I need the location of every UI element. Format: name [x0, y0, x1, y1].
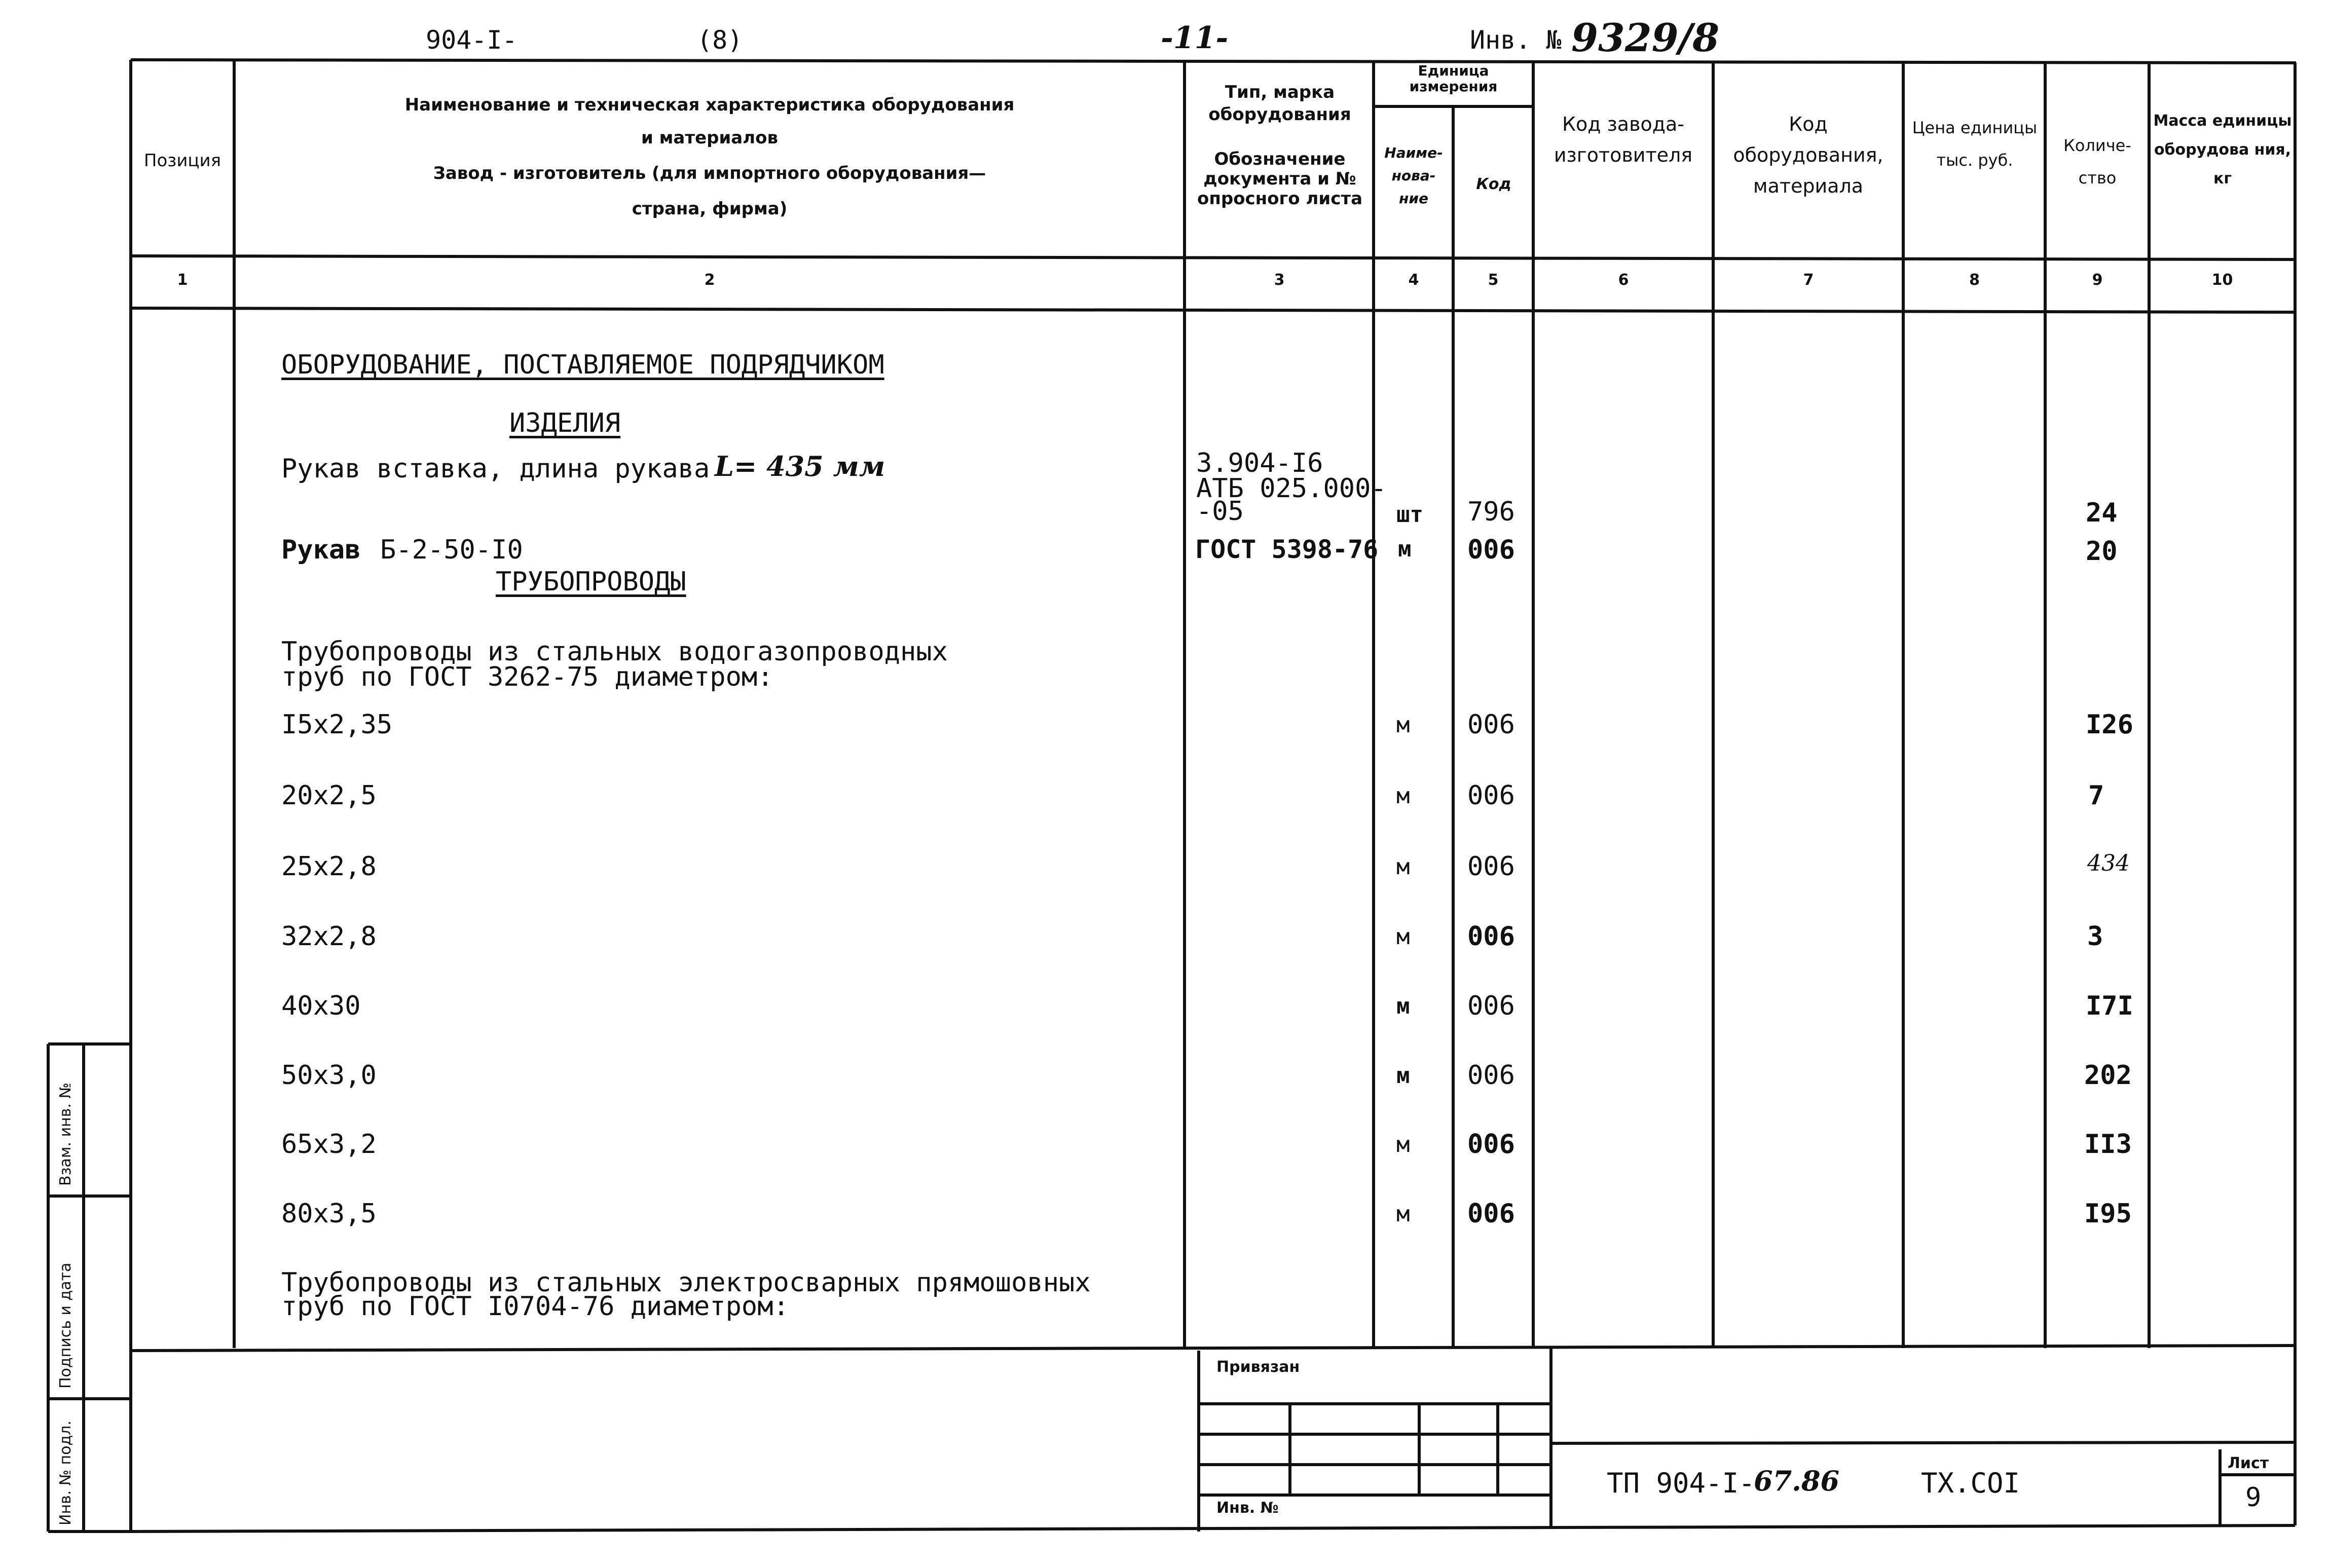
- header-quantity: Количе- ство: [2063, 136, 2131, 188]
- col-number-1: 1: [177, 271, 188, 289]
- pipe-qty: I7I: [2086, 991, 2133, 1021]
- row-sleeve-insert-unit: шт: [1396, 502, 1423, 528]
- section-title-main: ОБОРУДОВАНИЕ, ПОСТАВЛЯЕМОЕ ПОДРЯДЧИКОМ: [281, 350, 884, 380]
- row-sleeve-insert-doc2: АТБ 025.000-: [1196, 473, 1387, 504]
- electro-intro-line2: труб по ГОСТ I0704-76 диаметром:: [281, 1291, 789, 1322]
- water-gas-intro-line2: труб по ГОСТ 3262-75 диаметром:: [281, 662, 773, 692]
- pipe-code: 006: [1467, 921, 1515, 952]
- pipe-code: 006: [1467, 780, 1515, 811]
- section-title-pipelines: ТРУБОПРОВОДЫ: [496, 567, 686, 597]
- pipe-qty: I95: [2084, 1199, 2132, 1229]
- side-label-orig-inv: Инв. № подл.: [57, 1421, 75, 1525]
- inv-number: 9329/8: [1571, 15, 1720, 60]
- row-sleeve-b-code: 006: [1467, 535, 1515, 565]
- side-label-sign-date: Подпись и дата: [57, 1262, 75, 1389]
- pipe-unit: м: [1396, 993, 1410, 1019]
- pipe-size: 50x3,0: [281, 1060, 377, 1091]
- col-number-2: 2: [704, 271, 715, 289]
- pipe-size: 20x2,5: [281, 780, 377, 811]
- col-number-3: 3: [1274, 271, 1285, 289]
- header-equipment-code: Код оборудования, материала: [1733, 113, 1883, 197]
- pipe-size: 80x3,5: [281, 1199, 377, 1229]
- pipe-code: 006: [1467, 851, 1515, 882]
- header-type-mark: Тип, марка оборудования: [1208, 82, 1351, 125]
- pipe-unit: м: [1396, 783, 1410, 809]
- pipe-size: 25x2,8: [281, 851, 377, 882]
- series-number: 904-I-: [426, 25, 517, 55]
- header-name-line2: и материалов: [641, 128, 779, 148]
- row-sleeve-b-qty: 20: [2086, 536, 2118, 567]
- number-row-bottom-line: [131, 308, 2295, 312]
- stamp-bound-label: Привязан: [1216, 1358, 1300, 1376]
- col-number-8: 8: [1969, 271, 1980, 289]
- col-number-9: 9: [2092, 271, 2103, 289]
- header-plant-code: Код завода- изготовителя: [1554, 113, 1693, 166]
- row-sleeve-insert-length: L= 435 мм: [715, 450, 885, 482]
- page-mark: -11-: [1161, 20, 1229, 56]
- row-sleeve-b-unit: м: [1398, 536, 1412, 562]
- stamp-doc-section: ТХ.СОI: [1921, 1467, 2020, 1499]
- row-sleeve-b-word: Рукав: [281, 535, 361, 565]
- pipe-qty: 7: [2088, 780, 2104, 811]
- row-sleeve-insert-code: 796: [1467, 497, 1515, 527]
- row-sleeve-insert-qty: 24: [2086, 498, 2118, 528]
- part-number: (8): [697, 25, 743, 55]
- stamp-inv-label: Инв. №: [1216, 1499, 1279, 1517]
- pipe-code: 006: [1467, 991, 1515, 1021]
- pipe-qty: I26: [2086, 710, 2133, 740]
- electro-intro-line1: Трубопроводы из стальных электросварных прямошовных: [281, 1267, 1091, 1298]
- header-unit-code: Код: [1476, 175, 1511, 193]
- row-sleeve-insert-name: Рукав вставка, длина рукава: [281, 454, 710, 484]
- header-document: Обозначение документа и № опросного листа: [1197, 149, 1363, 209]
- pipe-size: 65x3,2: [281, 1129, 377, 1160]
- pipe-unit: м: [1396, 924, 1410, 950]
- frame-bottom: [131, 1525, 2295, 1532]
- stamp-top-line: [131, 1346, 2295, 1351]
- pipe-code: 006: [1467, 710, 1515, 740]
- col-number-7: 7: [1803, 271, 1814, 289]
- header-unit-name: Наиме- нова- ние: [1384, 144, 1443, 207]
- col-number-10: 10: [2211, 271, 2233, 289]
- row-sleeve-insert-doc1: 3.904-I6: [1196, 448, 1323, 478]
- pipe-unit: м: [1396, 854, 1410, 880]
- pipe-size: 40x30: [281, 991, 361, 1021]
- pipe-qty: 202: [2084, 1060, 2132, 1091]
- pipe-unit: м: [1396, 1201, 1410, 1227]
- pipe-size: 32x2,8: [281, 921, 377, 952]
- header-bottom-line: [131, 256, 2295, 259]
- pipe-qty: 434: [2087, 850, 2130, 876]
- pipe-unit: м: [1396, 1063, 1410, 1089]
- col-number-6: 6: [1618, 271, 1629, 289]
- stamp-doc-code: ТП 904-I-: [1607, 1467, 1755, 1499]
- side-label-swap-inv: Взам. инв. №: [57, 1082, 75, 1186]
- pipe-unit: м: [1396, 712, 1410, 738]
- row-sleeve-b-doc: ГОСТ 5398-76: [1195, 535, 1379, 564]
- row-sleeve-insert-doc3: -05: [1196, 496, 1244, 527]
- pipe-qty: II3: [2084, 1129, 2132, 1160]
- row-sleeve-b-mark: Б-2-50-I0: [380, 535, 523, 565]
- header-name-line1: Наименование и техническая характеристика оборудования: [404, 95, 1015, 115]
- stamp-title-line: [1551, 1442, 2295, 1443]
- header-unit-price: Цена единицы тыс. руб.: [1912, 118, 2038, 170]
- col-number-4: 4: [1408, 271, 1419, 289]
- header-position: Позиция: [143, 151, 221, 171]
- pipe-code: 006: [1467, 1199, 1515, 1229]
- stamp-doc-code-hand: 67.86: [1754, 1465, 1840, 1497]
- stamp-sheet-number: 9: [2245, 1482, 2262, 1513]
- col-number-5: 5: [1488, 271, 1499, 289]
- pipe-unit: м: [1396, 1132, 1410, 1158]
- inv-label: Инв. №: [1470, 25, 1562, 55]
- pipe-qty: 3: [2087, 921, 2103, 952]
- section-title-products: ИЗДЕЛИЯ: [509, 408, 621, 438]
- header-name-line3: Завод - изготовитель (для импортного оборудования—: [433, 163, 986, 183]
- pipe-size: I5x2,35: [281, 710, 393, 740]
- header-unit-group: Единица измерения: [1409, 62, 1498, 95]
- pipe-code: 006: [1467, 1060, 1515, 1091]
- water-gas-intro-line1: Трубопроводы из стальных водогазопроводных: [281, 637, 948, 667]
- frame-top: [131, 60, 2296, 63]
- pipe-code: 006: [1467, 1129, 1515, 1160]
- stamp-sheet-label: Лист: [2228, 1454, 2269, 1472]
- header-name-line4: страна, фирма): [632, 199, 788, 219]
- header-unit-mass: Масса единицы оборудова ния, кг: [2153, 112, 2292, 188]
